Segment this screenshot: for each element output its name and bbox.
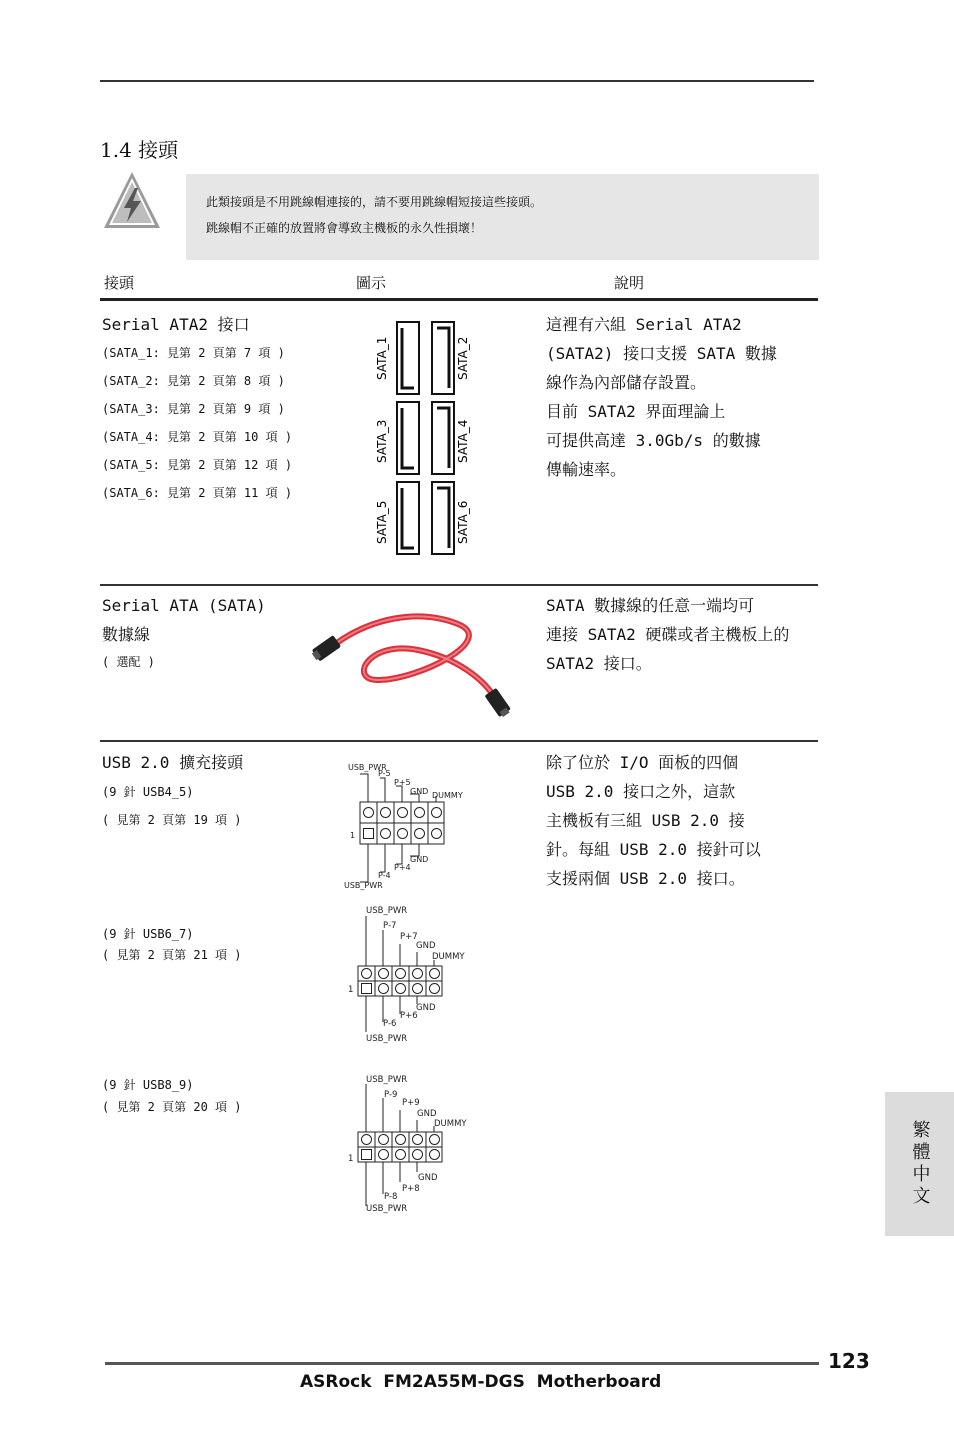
warning-icon xyxy=(100,168,164,232)
page-number: 123 xyxy=(828,1349,870,1373)
sata-item: (SATA_2: 見第 2 頁第 8 項 ) xyxy=(102,374,285,388)
usb-desc-line: USB 2.0 接口之外，這款 xyxy=(546,782,736,801)
usb-header-pins: (9 針 USB8_9) xyxy=(102,1078,194,1092)
side-tab-label: 繁體中文 xyxy=(909,1120,931,1208)
usb-label-top-pwr: USB_PWR xyxy=(348,763,387,772)
sata-section-rule xyxy=(100,584,818,586)
header-rule xyxy=(100,298,818,301)
usb-label-bot-gnd: GND xyxy=(418,1173,438,1183)
usb-header-pins: (9 針 USB4_5) xyxy=(102,785,194,799)
sata-desc-line: (SATA2) 接口支援 SATA 數據 xyxy=(546,344,777,363)
column-header-description: 說明 xyxy=(614,274,645,292)
cable-desc-line: 連接 SATA2 硬碟或者主機板上的 xyxy=(546,625,790,644)
usb-label-pin1: 1 xyxy=(348,1154,354,1164)
usb-label-top-pminus: P-9 xyxy=(384,1090,398,1100)
usb-label-pin1: 1 xyxy=(350,831,356,840)
usb-label-top-gnd: GND xyxy=(416,941,436,951)
usb-label-top-pplus: P+9 xyxy=(402,1098,420,1108)
usb-desc-line: 主機板有三組 USB 2.0 接 xyxy=(546,811,745,830)
usb-label-bot-pminus: P-6 xyxy=(383,1019,397,1029)
warning-line-1: 此類接頭是不用跳線帽連接的，請不要用跳線帽短接這些接頭。 xyxy=(206,195,543,209)
cable-note: ( 選配 ) xyxy=(102,655,155,669)
usb-label-bot-gnd: GND xyxy=(410,855,429,864)
cable-title-line-2: 數據線 xyxy=(102,625,151,644)
usb-label-top-pminus: P-5 xyxy=(378,769,391,778)
usb-label-dummy: DUMMY xyxy=(434,1119,467,1129)
sata-title: Serial ATA2 接口 xyxy=(102,315,250,334)
section-title: 1.4 接頭 xyxy=(100,138,179,162)
sata-item: (SATA_1: 見第 2 頁第 7 項 ) xyxy=(102,346,285,360)
usb-header-ref: ( 見第 2 頁第 20 項 ) xyxy=(102,1100,242,1114)
sata-desc-line: 傳輸速率。 xyxy=(546,460,627,479)
cable-title xyxy=(102,591,266,649)
sata-label-1: SATA_1 xyxy=(375,336,389,380)
footer-product: ASRock FM2A55M-DGS Motherboard xyxy=(300,1372,662,1392)
usb-title: USB 2.0 擴充接頭 xyxy=(102,753,244,772)
sata-label-3: SATA_3 xyxy=(375,419,389,463)
usb-label-top-pplus: P+7 xyxy=(400,932,418,942)
cable-title-line-1: Serial ATA (SATA) xyxy=(102,596,266,615)
usb-header-ref: ( 見第 2 頁第 19 項 ) xyxy=(102,813,242,827)
sata-desc-line: 可提供高達 3.0Gb/s 的數據 xyxy=(546,431,761,450)
cable-desc-line: SATA2 接口。 xyxy=(546,654,652,673)
usb-desc-line: 支援兩個 USB 2.0 接口。 xyxy=(546,869,745,888)
sata-desc-line: 線作為內部儲存設置。 xyxy=(546,373,707,392)
sata-label-6: SATA_6 xyxy=(456,500,470,544)
sata-item-list xyxy=(102,339,292,507)
usb-label-bot-pwr: USB_PWR xyxy=(366,1204,408,1214)
footer-rule xyxy=(105,1362,819,1365)
usb-label-bot-pplus: P+8 xyxy=(402,1184,420,1194)
usb-label-bot-gnd: GND xyxy=(416,1003,436,1013)
sata-desc-line: 目前 SATA2 界面理論上 xyxy=(546,402,726,421)
usb-label-top-pwr: USB_PWR xyxy=(366,906,408,916)
sata-item: (SATA_5: 見第 2 頁第 12 項 ) xyxy=(102,458,293,472)
usb-label-bot-pplus: P+4 xyxy=(394,863,411,872)
usb-label-bot-pwr: USB_PWR xyxy=(366,1034,408,1044)
usb-label-bot-pminus: P-8 xyxy=(384,1192,398,1202)
sata-item: (SATA_3: 見第 2 頁第 9 項 ) xyxy=(102,402,285,416)
cable-section-rule xyxy=(100,740,818,742)
sata-description xyxy=(546,310,777,484)
usb-label-top-gnd: GND xyxy=(410,787,429,796)
usb-pin-diagram-3 xyxy=(344,1070,484,1216)
usb-pin-diagram-1 xyxy=(340,758,480,894)
column-header-connector: 接頭 xyxy=(104,274,135,292)
usb-label-bot-pplus: P+6 xyxy=(400,1011,418,1021)
sata-connector-diagram xyxy=(370,318,480,558)
usb-label-top-pwr: USB_PWR xyxy=(366,1075,408,1085)
top-rule xyxy=(100,80,814,82)
sata-label-2: SATA_2 xyxy=(456,336,470,380)
usb-desc-line: 除了位於 I/O 面板的四個 xyxy=(546,753,739,772)
sata-label-5: SATA_5 xyxy=(375,500,389,544)
sata-desc-line: 這裡有六組 Serial ATA2 xyxy=(546,315,742,334)
usb-label-bot-pwr: USB_PWR xyxy=(344,881,383,890)
usb-label-top-pplus: P+5 xyxy=(394,778,411,787)
usb-label-top-pminus: P-7 xyxy=(383,921,397,931)
cable-description xyxy=(546,591,789,678)
usb-header-pins: (9 針 USB6_7) xyxy=(102,927,194,941)
sata-label-4: SATA_4 xyxy=(456,419,470,463)
sata-cable-image xyxy=(308,600,514,720)
usb-header-ref: ( 見第 2 頁第 21 項 ) xyxy=(102,948,242,962)
sata-item: (SATA_6: 見第 2 頁第 11 項 ) xyxy=(102,486,293,500)
usb-pin-diagram-2 xyxy=(344,900,484,1048)
cable-desc-line: SATA 數據線的任意一端均可 xyxy=(546,596,755,615)
usb-label-dummy: DUMMY xyxy=(432,791,463,800)
usb-label-top-gnd: GND xyxy=(417,1109,437,1119)
language-side-tab xyxy=(885,1092,954,1236)
warning-box xyxy=(186,174,819,260)
usb-description xyxy=(546,748,761,893)
usb-label-pin1: 1 xyxy=(348,985,354,995)
column-header-diagram: 圖示 xyxy=(356,274,387,292)
usb-desc-line: 針。每組 USB 2.0 接針可以 xyxy=(546,840,761,859)
sata-item: (SATA_4: 見第 2 頁第 10 項 ) xyxy=(102,430,293,444)
usb-label-dummy: DUMMY xyxy=(432,952,465,962)
warning-line-2: 跳線帽不正確的放置將會導致主機板的永久性損壞！ xyxy=(206,221,483,235)
usb-label-bot-pminus: P-4 xyxy=(378,871,391,880)
